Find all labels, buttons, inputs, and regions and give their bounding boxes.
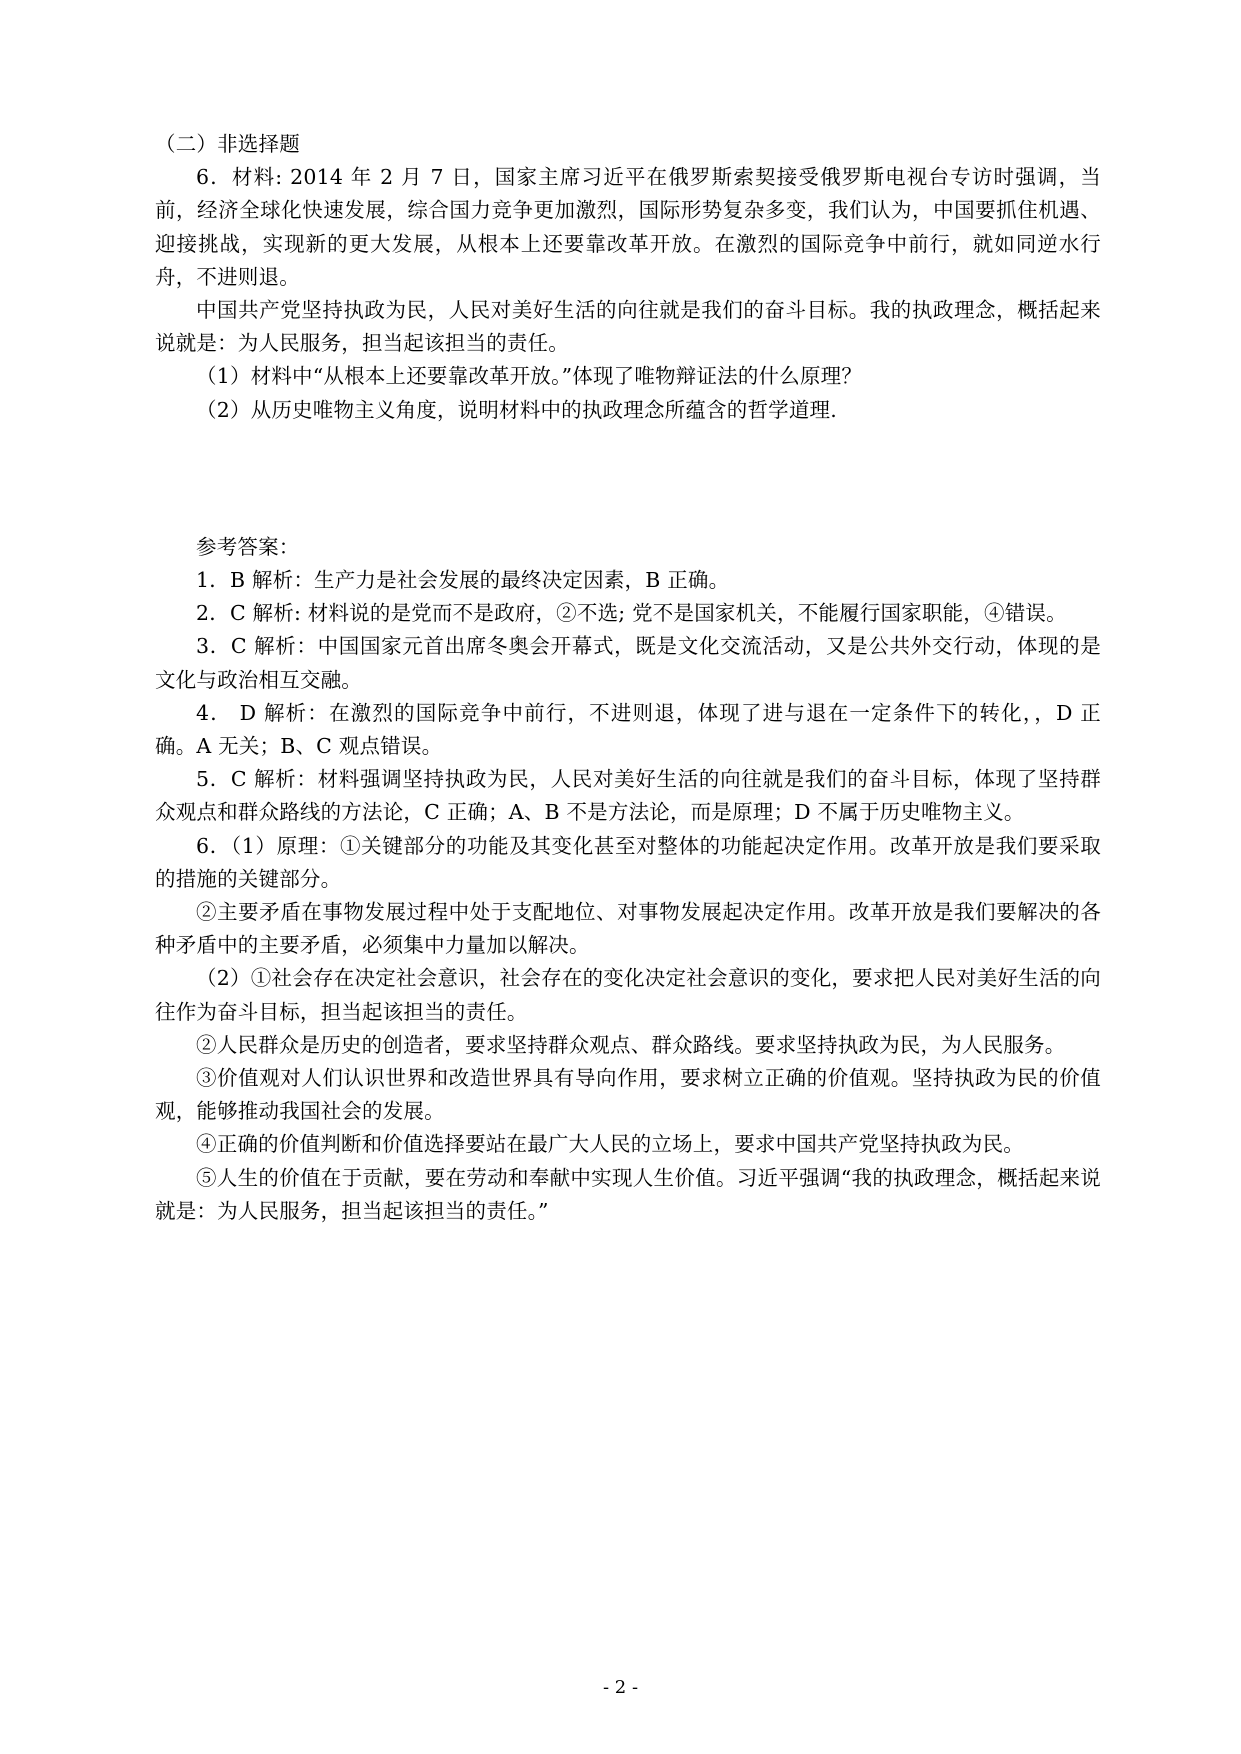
question-paragraph-material: 6．材料: 2014 年 2 月 7 日，国家主席习近平在俄罗斯索契接受俄罗斯电视台专访时强调，当前，经济全球化快速发展，综合国力竞争更加激烈，国际形势复杂多变，我们认为，中国要抓住机遇、迎接挑战，实现新的更大发展，从根本上还要靠改革开放。在激烈的国际竞争中前行，就如同逆水行舟，不进则退。 <box>155 165 1101 289</box>
answers-section <box>155 531 1101 1228</box>
answer-item-6-2: ②主要矛盾在事物发展过程中处于支配地位、对事物发展起决定作用。改革开放是我们要解决的各种矛盾中的主要矛盾，必须集中力量加以解决。 <box>155 900 1101 958</box>
answer-item-4: 4． D 解析：在激烈的国际竞争中前行，不进则退，体现了进与退在一定条件下的转化，，D 正确。A 无关；B、C 观点错误。 <box>155 700 1101 759</box>
answer-item-6: 6．（1）原理：①关键部分的功能及其变化甚至对整体的功能起决定作用。改革开放是我们要采取的措施的关键部分。 <box>155 833 1101 891</box>
question-item-2: （2）从历史唯物主义角度，说明材料中的执政理念所蕴含的哲学道理. <box>196 397 837 422</box>
document-body <box>155 128 1101 1228</box>
answer-item-5: 5．C 解析：材料强调坚持执政为民，人民对美好生活的向往就是我们的奋斗目标，体现了坚持群众观点和群众路线的方法论，C 正确；A、B 不是方法论，而是原理；D 不属于历史唯物主义。 <box>155 767 1101 825</box>
question-item-1: （1）材料中“从根本上还要靠改革开放。”体现了唯物辩证法的什么原理？ <box>196 364 863 389</box>
answer-item-6-7: ⑤人生的价值在于贡献，要在劳动和奉献中实现人生价值。习近平强调“我的执政理念，概括起来说就是：为人民服务，担当起该担当的责任。” <box>155 1165 1101 1223</box>
answer-item-6-6: ④正确的价值判断和价值选择要站在最广大人民的立场上，要求中国共产党坚持执政为民。 <box>196 1132 1024 1157</box>
answers-heading: 参考答案： <box>196 534 300 559</box>
section-heading: （二）非选择题 <box>155 132 300 156</box>
page-number: - 2 - <box>602 1677 639 1698</box>
answer-item-6-4: ②人民群众是历史的创造者，要求坚持群众观点、群众路线。要求坚持执政为民，为人民服务。 <box>196 1032 1066 1057</box>
answer-item-3: 3．C 解析：中国国家元首出席冬奥会开幕式，既是文化交流活动，又是公共外交行动，体现的是文化与政治相互交融。 <box>155 634 1101 692</box>
answer-item-2: 2．C 解析: 材料说的是党而不是政府，②不选; 党不是国家机关，不能履行国家职能，④错误。 <box>196 601 1067 626</box>
answer-item-6-3: （2）①社会存在决定社会意识，社会存在的变化决定社会意识的变化，要求把人民对美好生活的向往作为奋斗目标，担当起该担当的责任。 <box>155 966 1101 1024</box>
spacer <box>155 427 1101 531</box>
question-paragraph-material-2: 中国共产党坚持执政为民，人民对美好生活的向往就是我们的奋斗目标。我的执政理念，概括起来说就是：为人民服务，担当起该担当的责任。 <box>155 298 1101 356</box>
answer-item-1: 1．B 解析：生产力是社会发展的最终决定因素，B 正确。 <box>196 568 730 593</box>
answer-item-6-5: ③价值观对人们认识世界和改造世界具有导向作用，要求树立正确的价值观。坚持执政为民的价值观，能够推动我国社会的发展。 <box>155 1066 1101 1124</box>
